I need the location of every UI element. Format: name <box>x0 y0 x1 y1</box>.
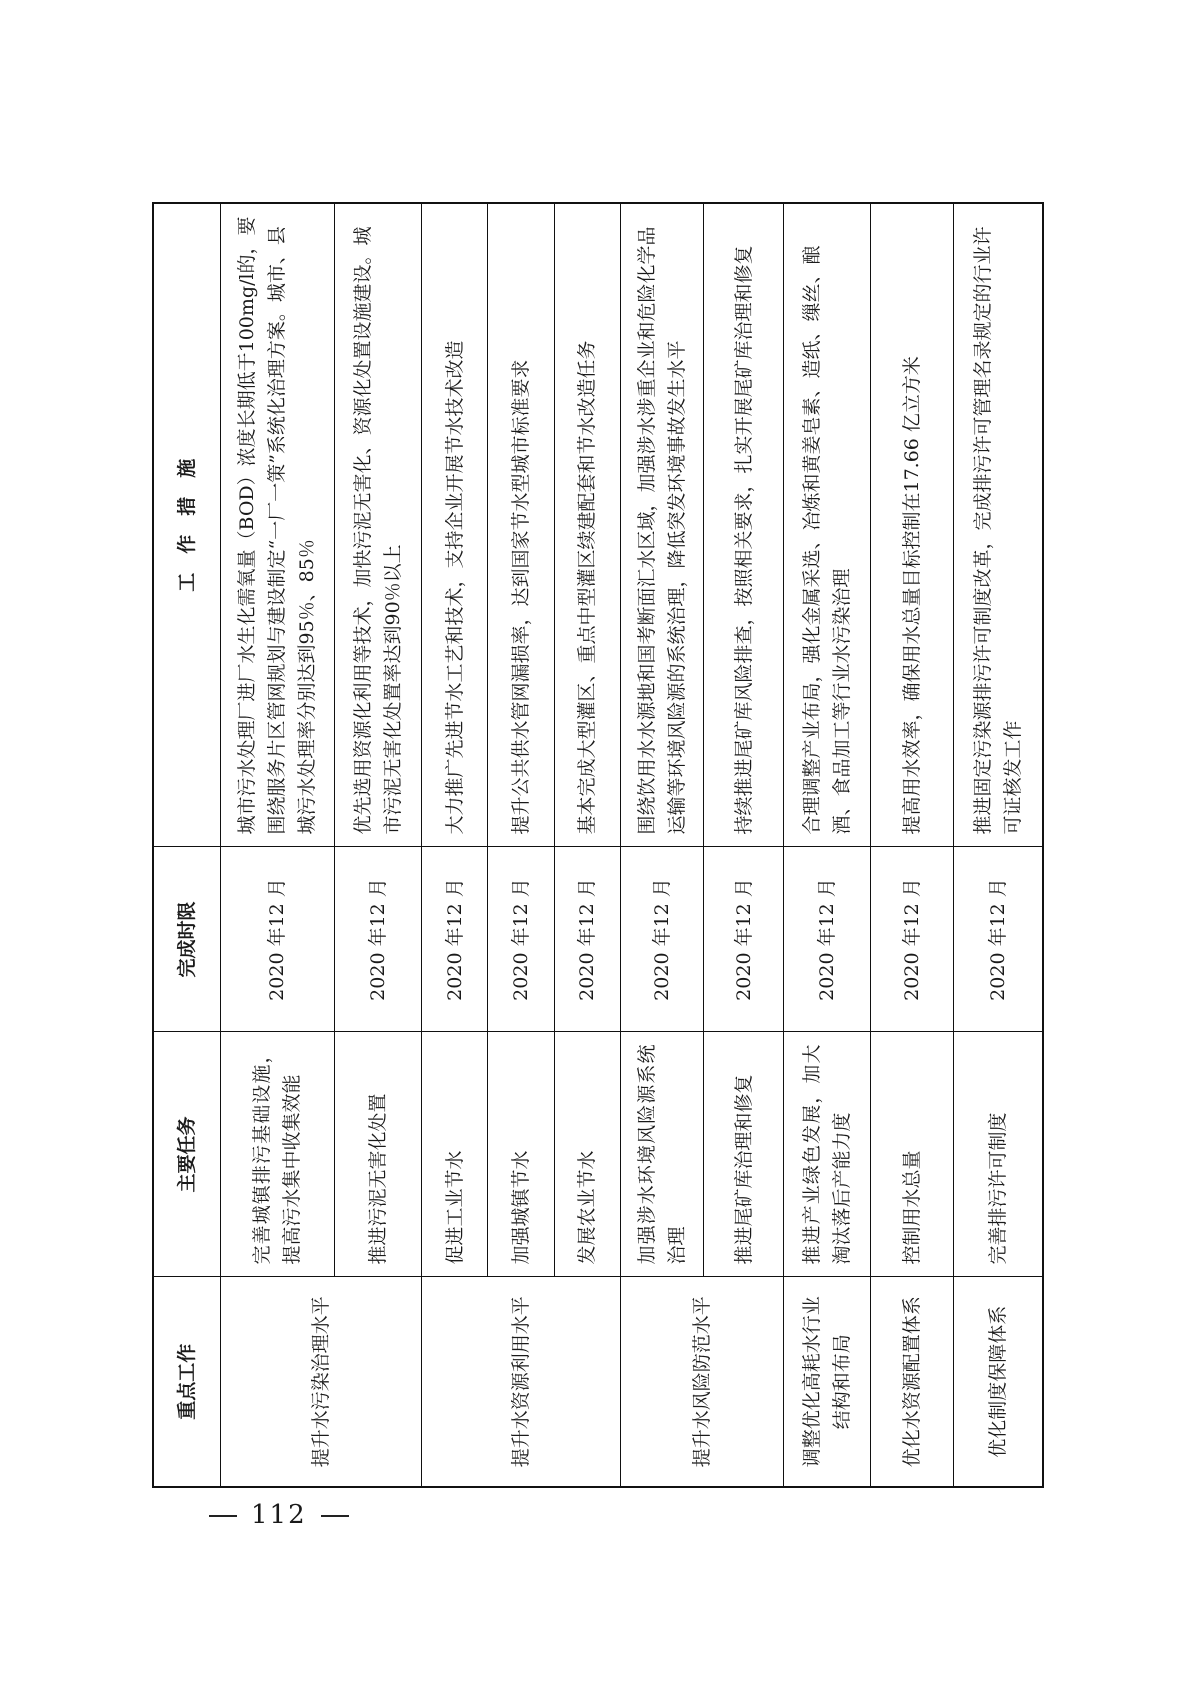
measures-cell: 基本完成大型灌区、重点中型灌区续建配套和节水改造任务 <box>554 203 620 847</box>
table-row <box>871 203 954 1487</box>
table-row <box>954 203 1043 1487</box>
main-task-cell: 推进污泥无害化处置 <box>334 1032 421 1277</box>
deadline-cell: 2020 年12 月 <box>703 847 784 1032</box>
key-work-cell: 优化水资源配置体系 <box>871 1277 954 1487</box>
measures-cell: 提升公共供水管网漏损率，达到国家节水型城市标准要求 <box>488 203 554 847</box>
header-deadline: 完成时限 <box>153 847 221 1032</box>
rotated-table-container <box>152 204 1044 1488</box>
deadline-cell: 2020 年12 月 <box>488 847 554 1032</box>
page-number: 112 <box>251 1500 307 1530</box>
key-work-cell: 调整优化高耗水行业结构和布局 <box>784 1277 871 1487</box>
deadline-cell: 2020 年12 月 <box>784 847 871 1032</box>
deadline-cell: 2020 年12 月 <box>871 847 954 1032</box>
footer-dash-left <box>209 1515 237 1517</box>
deadline-cell: 2020 年12 月 <box>954 847 1043 1032</box>
main-task-cell: 推进尾矿库治理和修复 <box>703 1032 784 1277</box>
measures-cell: 推进固定污染源排污许可制度改革，完成排污许可管理名录规定的行业许可证核发工作 <box>954 203 1043 847</box>
deadline-cell: 2020 年12 月 <box>620 847 703 1032</box>
page-footer <box>195 1500 363 1530</box>
table-row <box>421 203 487 1487</box>
main-task-cell: 完善城镇排污基础设施，提高污水集中收集效能 <box>221 1032 335 1277</box>
measures-cell: 提高用水效率，确保用水总量目标控制在17.66 亿立方米 <box>871 203 954 847</box>
table-row <box>620 203 703 1487</box>
key-work-table <box>152 202 1044 1488</box>
main-task-cell: 控制用水总量 <box>871 1032 954 1277</box>
measures-cell: 围绕饮用水水源地和国考断面汇水区域，加强涉水涉重企业和危险化学品运输等环境风险源的系统治理，降低突发环境事故发生水平 <box>620 203 703 847</box>
footer-dash-right <box>321 1515 349 1517</box>
measures-cell: 大力推广先进节水工艺和技术，支持企业开展节水技术改造 <box>421 203 487 847</box>
deadline-cell: 2020 年12 月 <box>554 847 620 1032</box>
deadline-cell: 2020 年12 月 <box>421 847 487 1032</box>
main-task-cell: 加强城镇节水 <box>488 1032 554 1277</box>
deadline-cell: 2020 年12 月 <box>334 847 421 1032</box>
main-task-cell: 加强涉水环境风险源系统治理 <box>620 1032 703 1277</box>
measures-cell: 优先选用资源化利用等技术，加快污泥无害化、资源化处置设施建设。城市污泥无害化处置率达到90％以上 <box>334 203 421 847</box>
key-work-cell: 优化制度保障体系 <box>954 1277 1043 1487</box>
key-work-cell: 提升水风险防范水平 <box>620 1277 784 1487</box>
header-key-work: 重点工作 <box>153 1277 221 1487</box>
table-header-row <box>153 203 221 1487</box>
main-task-cell: 促进工业节水 <box>421 1032 487 1277</box>
table-row <box>221 203 335 1487</box>
measures-cell: 合理调整产业布局，强化金属采选、冶炼和黄姜皂素、造纸、缫丝、酿酒、食品加工等行业水污染治理 <box>784 203 871 847</box>
main-task-cell: 完善排污许可制度 <box>954 1032 1043 1277</box>
main-task-cell: 发展农业节水 <box>554 1032 620 1277</box>
header-main-task: 主要任务 <box>153 1032 221 1277</box>
key-work-cell: 提升水资源利用水平 <box>421 1277 620 1487</box>
key-work-cell: 提升水污染治理水平 <box>221 1277 422 1487</box>
table-row <box>784 203 871 1487</box>
main-task-cell: 推进产业绿色发展，加大淘汰落后产能力度 <box>784 1032 871 1277</box>
measures-cell: 城市污水处理厂进厂水生化需氧量（BOD）浓度长期低于100mg/l的，要围绕服务片区管网规划与建设制定“一厂一策”系统化治理方案。城市、县城污水处理率分别达到95％、85％ <box>221 203 335 847</box>
deadline-cell: 2020 年12 月 <box>221 847 335 1032</box>
header-measures: 工 作 措 施 <box>153 203 221 847</box>
measures-cell: 持续推进尾矿库风险排查，按照相关要求，扎实开展尾矿库治理和修复 <box>703 203 784 847</box>
